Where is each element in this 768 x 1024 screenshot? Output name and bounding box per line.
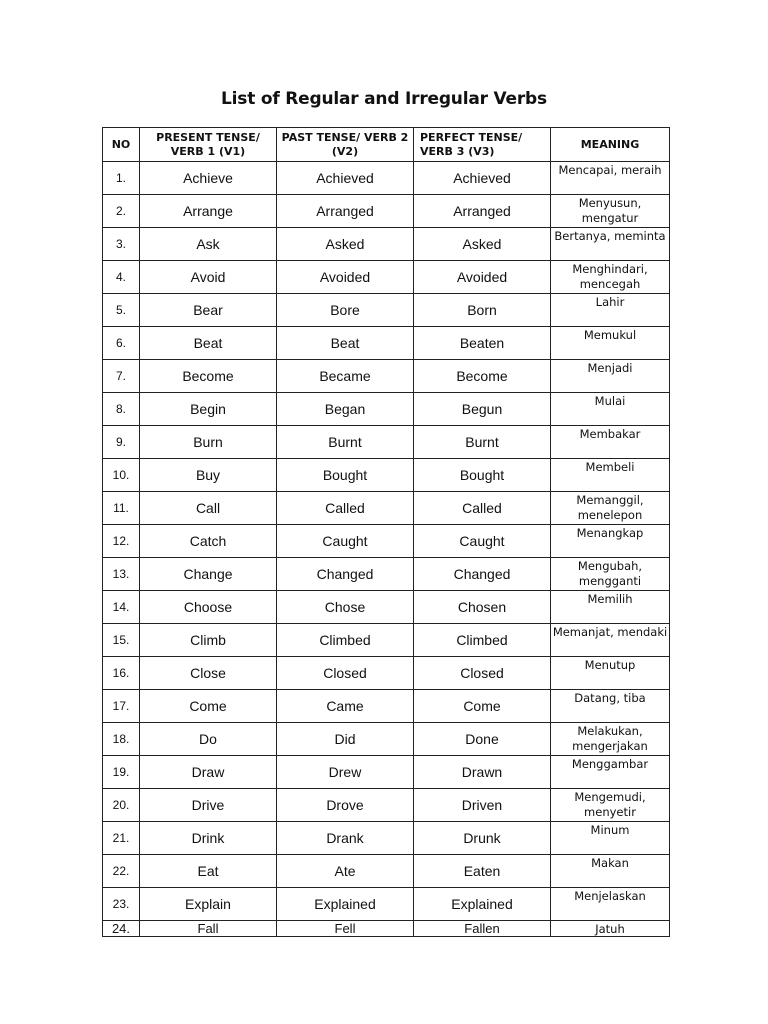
cell-past-tense: Came <box>277 690 414 723</box>
cell-meaning: Membeli <box>551 459 670 492</box>
cell-meaning: Jatuh <box>551 921 670 937</box>
cell-perfect-tense: Caught <box>414 525 551 558</box>
cell-number: 3. <box>103 228 140 261</box>
cell-meaning: Memanggil, menelepon <box>551 492 670 525</box>
cell-perfect-tense: Born <box>414 294 551 327</box>
cell-number: 14. <box>103 591 140 624</box>
cell-present-tense: Arrange <box>140 195 277 228</box>
cell-meaning: Minum <box>551 822 670 855</box>
cell-perfect-tense: Eaten <box>414 855 551 888</box>
cell-past-tense: Drew <box>277 756 414 789</box>
cell-present-tense: Explain <box>140 888 277 921</box>
cell-meaning: Menjadi <box>551 360 670 393</box>
cell-perfect-tense: Drawn <box>414 756 551 789</box>
table-row <box>103 525 670 558</box>
cell-perfect-tense: Driven <box>414 789 551 822</box>
cell-past-tense: Beat <box>277 327 414 360</box>
table-row <box>103 690 670 723</box>
cell-present-tense: Change <box>140 558 277 591</box>
cell-past-tense: Fell <box>277 921 414 937</box>
cell-number: 9. <box>103 426 140 459</box>
cell-number: 18. <box>103 723 140 756</box>
cell-past-tense: Began <box>277 393 414 426</box>
cell-perfect-tense: Closed <box>414 657 551 690</box>
cell-present-tense: Begin <box>140 393 277 426</box>
cell-present-tense: Buy <box>140 459 277 492</box>
cell-past-tense: Drank <box>277 822 414 855</box>
cell-present-tense: Achieve <box>140 162 277 195</box>
cell-present-tense: Burn <box>140 426 277 459</box>
cell-number: 17. <box>103 690 140 723</box>
cell-present-tense: Come <box>140 690 277 723</box>
cell-perfect-tense: Chosen <box>414 591 551 624</box>
cell-meaning: Makan <box>551 855 670 888</box>
cell-perfect-tense: Begun <box>414 393 551 426</box>
cell-past-tense: Climbed <box>277 624 414 657</box>
cell-past-tense: Achieved <box>277 162 414 195</box>
cell-number: 21. <box>103 822 140 855</box>
table-row <box>103 426 670 459</box>
cell-present-tense: Bear <box>140 294 277 327</box>
cell-perfect-tense: Come <box>414 690 551 723</box>
table-row <box>103 393 670 426</box>
cell-present-tense: Catch <box>140 525 277 558</box>
cell-meaning: Memukul <box>551 327 670 360</box>
cell-present-tense: Ask <box>140 228 277 261</box>
table-row <box>103 162 670 195</box>
table-row <box>103 591 670 624</box>
table-row <box>103 294 670 327</box>
table-row <box>103 723 670 756</box>
cell-meaning: Memilih <box>551 591 670 624</box>
table-row <box>103 492 670 525</box>
table-row <box>103 789 670 822</box>
cell-past-tense: Closed <box>277 657 414 690</box>
cell-past-tense: Asked <box>277 228 414 261</box>
cell-meaning: Menutup <box>551 657 670 690</box>
cell-past-tense: Caught <box>277 525 414 558</box>
cell-past-tense: Bore <box>277 294 414 327</box>
cell-present-tense: Do <box>140 723 277 756</box>
cell-perfect-tense: Called <box>414 492 551 525</box>
cell-present-tense: Beat <box>140 327 277 360</box>
cell-past-tense: Bought <box>277 459 414 492</box>
cell-number: 22. <box>103 855 140 888</box>
cell-present-tense: Avoid <box>140 261 277 294</box>
table-row <box>103 822 670 855</box>
cell-present-tense: Eat <box>140 855 277 888</box>
cell-present-tense: Fall <box>140 921 277 937</box>
cell-perfect-tense: Climbed <box>414 624 551 657</box>
cell-meaning: Menyusun, mengatur <box>551 195 670 228</box>
cell-perfect-tense: Drunk <box>414 822 551 855</box>
cell-present-tense: Drink <box>140 822 277 855</box>
cell-past-tense: Arranged <box>277 195 414 228</box>
table-row <box>103 558 670 591</box>
cell-number: 5. <box>103 294 140 327</box>
cell-perfect-tense: Avoided <box>414 261 551 294</box>
table-row <box>103 228 670 261</box>
cell-past-tense: Ate <box>277 855 414 888</box>
cell-number: 19. <box>103 756 140 789</box>
cell-number: 2. <box>103 195 140 228</box>
cell-meaning: Membakar <box>551 426 670 459</box>
cell-present-tense: Call <box>140 492 277 525</box>
cell-perfect-tense: Fallen <box>414 921 551 937</box>
cell-number: 13. <box>103 558 140 591</box>
header-no: NO <box>103 128 140 162</box>
cell-present-tense: Drive <box>140 789 277 822</box>
cell-past-tense: Called <box>277 492 414 525</box>
cell-perfect-tense: Bought <box>414 459 551 492</box>
table-row <box>103 756 670 789</box>
cell-meaning: Mengubah, mengganti <box>551 558 670 591</box>
cell-number: 6. <box>103 327 140 360</box>
cell-perfect-tense: Changed <box>414 558 551 591</box>
cell-past-tense: Chose <box>277 591 414 624</box>
cell-meaning: Menggambar <box>551 756 670 789</box>
cell-number: 7. <box>103 360 140 393</box>
table-row <box>103 327 670 360</box>
cell-meaning: Melakukan, mengerjakan <box>551 723 670 756</box>
cell-perfect-tense: Asked <box>414 228 551 261</box>
cell-past-tense: Became <box>277 360 414 393</box>
table-row <box>103 657 670 690</box>
cell-past-tense: Burnt <box>277 426 414 459</box>
table-row <box>103 624 670 657</box>
cell-perfect-tense: Arranged <box>414 195 551 228</box>
verb-table <box>102 127 670 937</box>
cell-perfect-tense: Explained <box>414 888 551 921</box>
cell-meaning: Lahir <box>551 294 670 327</box>
cell-perfect-tense: Beaten <box>414 327 551 360</box>
table-row <box>103 261 670 294</box>
cell-number: 23. <box>103 888 140 921</box>
table-header-row <box>103 128 670 162</box>
cell-past-tense: Explained <box>277 888 414 921</box>
cell-number: 4. <box>103 261 140 294</box>
cell-present-tense: Draw <box>140 756 277 789</box>
cell-number: 10. <box>103 459 140 492</box>
cell-present-tense: Choose <box>140 591 277 624</box>
cell-number: 24. <box>103 921 140 937</box>
table-row <box>103 921 670 937</box>
cell-perfect-tense: Achieved <box>414 162 551 195</box>
cell-number: 11. <box>103 492 140 525</box>
cell-meaning: Menjelaskan <box>551 888 670 921</box>
cell-meaning: Bertanya, meminta <box>551 228 670 261</box>
cell-meaning: Menangkap <box>551 525 670 558</box>
cell-perfect-tense: Burnt <box>414 426 551 459</box>
cell-meaning: Mencapai, meraih <box>551 162 670 195</box>
cell-past-tense: Changed <box>277 558 414 591</box>
cell-perfect-tense: Done <box>414 723 551 756</box>
cell-meaning: Menghindari, mencegah <box>551 261 670 294</box>
header-perfect-tense: PERFECT TENSE/ VERB 3 (V3) <box>414 128 551 162</box>
cell-number: 16. <box>103 657 140 690</box>
cell-number: 15. <box>103 624 140 657</box>
cell-past-tense: Drove <box>277 789 414 822</box>
cell-meaning: Mulai <box>551 393 670 426</box>
header-past-tense: PAST TENSE/ VERB 2 (V2) <box>277 128 414 162</box>
table-row <box>103 195 670 228</box>
table-row <box>103 360 670 393</box>
table-row <box>103 855 670 888</box>
cell-past-tense: Avoided <box>277 261 414 294</box>
header-meaning: MEANING <box>551 128 670 162</box>
cell-meaning: Mengemudi, menyetir <box>551 789 670 822</box>
cell-meaning: Datang, tiba <box>551 690 670 723</box>
table-row <box>103 888 670 921</box>
cell-meaning: Memanjat, mendaki <box>551 624 670 657</box>
cell-number: 12. <box>103 525 140 558</box>
cell-present-tense: Close <box>140 657 277 690</box>
cell-number: 20. <box>103 789 140 822</box>
cell-number: 8. <box>103 393 140 426</box>
header-present-tense: PRESENT TENSE/ VERB 1 (V1) <box>140 128 277 162</box>
cell-past-tense: Did <box>277 723 414 756</box>
page-title: List of Regular and Irregular Verbs <box>221 89 547 109</box>
cell-number: 1. <box>103 162 140 195</box>
cell-present-tense: Climb <box>140 624 277 657</box>
table-row <box>103 459 670 492</box>
cell-present-tense: Become <box>140 360 277 393</box>
cell-perfect-tense: Become <box>414 360 551 393</box>
